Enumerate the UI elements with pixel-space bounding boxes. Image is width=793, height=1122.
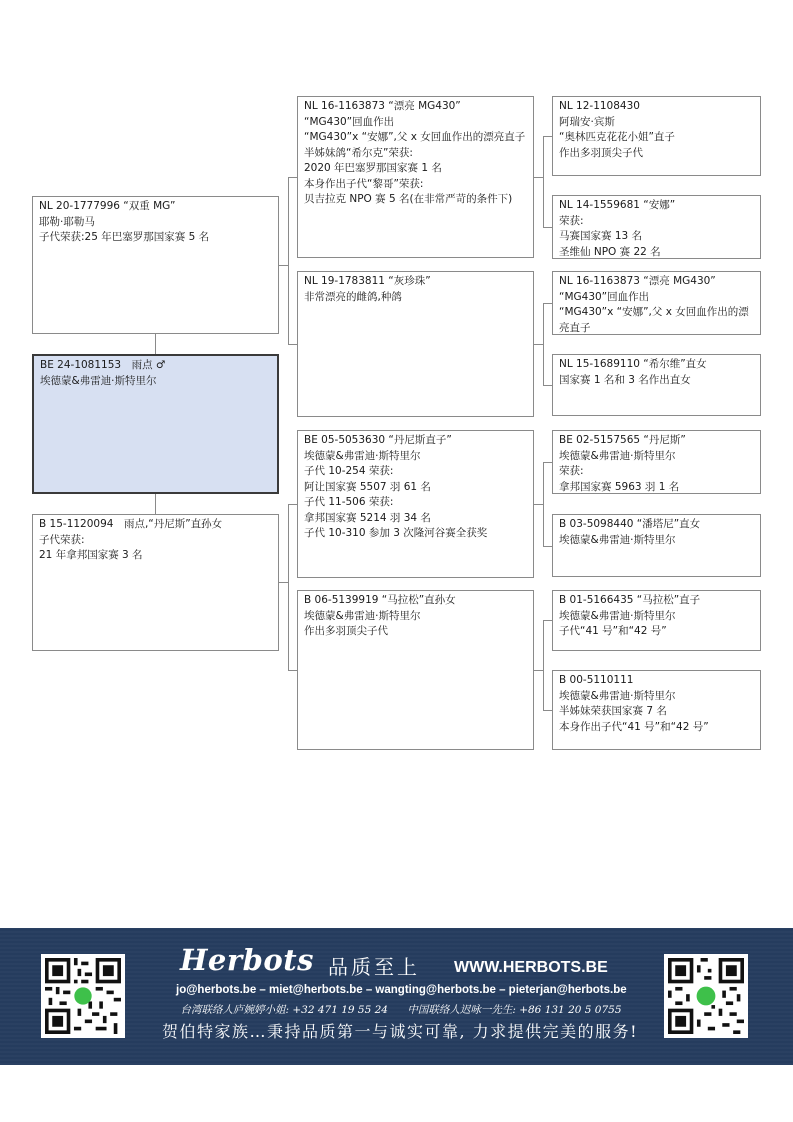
footer-slogan: 贺伯特家族…秉持品质第一与诚实可靠, 力求提供完美的服务! bbox=[161, 1022, 639, 1041]
pedigree-line: 拿邦国家赛 5963 羽 1 名 bbox=[559, 480, 680, 493]
connector-subject-dam bbox=[155, 494, 156, 514]
pedigree-line: 荣获: bbox=[559, 214, 584, 227]
pedigree-line: 子代 10-254 荣获: bbox=[304, 465, 394, 477]
pedigree-sd-dam bbox=[552, 354, 761, 416]
pedigree-dd-dam bbox=[552, 670, 761, 750]
pedigree-line: B 06-5139919 “马拉松”直孙女 bbox=[304, 594, 456, 606]
pedigree-line: 埃德蒙&弗雷迪·斯特里尔 bbox=[304, 449, 421, 462]
pedigree-line: 作出多羽顶尖子代 bbox=[559, 146, 643, 159]
pedigree-sire-sire bbox=[297, 96, 534, 258]
brand-tagline: 品质至上 bbox=[328, 955, 420, 979]
pedigree-dd-sire bbox=[552, 590, 761, 651]
pedigree-line: “奥林匹克花花小姐”直子 bbox=[559, 131, 675, 143]
pedigree-line: “MG430”x “安娜”,父 x 女回血作出的漂亮直子 bbox=[304, 131, 526, 143]
pedigree-line: 耶勒·耶勒马 bbox=[39, 215, 95, 228]
qr-code-right[interactable] bbox=[664, 954, 748, 1038]
pedigree-line: B 03-5098440 “潘塔尼”直女 bbox=[559, 518, 701, 530]
pedigree-line: 半姊妹荣获国家赛 7 名 bbox=[559, 705, 667, 717]
pedigree-line: B 01-5166435 “马拉松”直子 bbox=[559, 594, 701, 606]
connector-ds-to-dam bbox=[543, 546, 552, 547]
footer-logo-row bbox=[180, 943, 620, 983]
contact-phones bbox=[146, 1002, 656, 1017]
connector-ds-vertical bbox=[543, 462, 544, 546]
pedigree-line: 阿瑞安·宾斯 bbox=[559, 115, 615, 128]
pedigree-line: 马赛国家赛 13 名 bbox=[559, 230, 643, 242]
pedigree-sire bbox=[32, 196, 279, 334]
pedigree-line: “MG430”回血作出 bbox=[304, 115, 395, 128]
pedigree-subject bbox=[32, 354, 279, 494]
pedigree-line: 子代“41 号”和“42 号” bbox=[559, 625, 667, 637]
pedigree-line: 埃德蒙&弗雷迪·斯特里尔 bbox=[559, 689, 676, 702]
pedigree-line: 子代 11-506 荣获: bbox=[304, 496, 394, 508]
pedigree-line: 拿邦国家赛 5214 羽 34 名 bbox=[304, 511, 431, 524]
pedigree-line: 埃德蒙&弗雷迪·斯特里尔 bbox=[559, 533, 676, 546]
pedigree-line: 子代荣获:25 年巴塞罗那国家赛 5 名 bbox=[39, 231, 210, 243]
connector-dd-to-sire bbox=[543, 620, 552, 621]
pedigree-line: 阿让国家赛 5507 羽 61 名 bbox=[304, 480, 431, 493]
pedigree-line: NL 15-1689110 “希尔维”直女 bbox=[559, 358, 707, 370]
connector-sire-vertical bbox=[288, 177, 289, 344]
pedigree-sire-dam bbox=[297, 271, 534, 417]
connector-sd-to-sire bbox=[543, 303, 552, 304]
connector-dd-to-dam bbox=[543, 710, 552, 711]
connector-dd-branch bbox=[534, 670, 543, 671]
pedigree-line: BE 02-5157565 “丹尼斯” bbox=[559, 434, 686, 446]
pedigree-ds-dam bbox=[552, 514, 761, 577]
contact-taiwan[interactable]: 台湾联络人庐婉婷小姐: +32 471 19 55 24 bbox=[180, 1004, 388, 1016]
pedigree-line: 2020 年巴塞罗那国家赛 1 名 bbox=[304, 162, 442, 174]
pedigree-line: NL 20-1777996 “双重 MG” bbox=[39, 200, 176, 212]
pedigree-line: “MG430”回血作出 bbox=[559, 290, 650, 303]
pedigree-line: 子代荣获: bbox=[39, 533, 85, 546]
website-link[interactable]: WWW.HERBOTS.BE bbox=[454, 959, 608, 976]
pedigree-line: “MG430”x “安娜”,父 x 女回血作出的漂亮直子 bbox=[559, 306, 749, 334]
pedigree-line: 国家赛 1 名和 3 名作出直女 bbox=[559, 373, 691, 386]
connector-ss-to-sire bbox=[543, 136, 552, 137]
connector-ds-branch bbox=[534, 504, 543, 505]
connector-sire-to-sd bbox=[288, 344, 297, 345]
contact-china[interactable]: 中国联络人迟咏一先生: +86 131 20 5 0755 bbox=[407, 1004, 622, 1016]
connector-ss-vertical bbox=[543, 136, 544, 227]
pedigree-line: 非常漂亮的雌鸽,种鸽 bbox=[304, 290, 402, 303]
connector-dam-vertical bbox=[288, 504, 289, 670]
pedigree-line: 埃德蒙&弗雷迪·斯特里尔 bbox=[559, 609, 676, 622]
pedigree-line: 子代 10-310 参加 3 次隆河谷赛全获奖 bbox=[304, 527, 488, 539]
pedigree-dam-dam bbox=[297, 590, 534, 750]
connector-sd-branch bbox=[534, 344, 543, 345]
connector-sire-branch bbox=[279, 265, 288, 266]
pedigree-line: 半姊妹鸽“希尔克”荣获: bbox=[304, 146, 413, 159]
wechat-icon bbox=[697, 987, 716, 1006]
connector-dam-to-ds bbox=[288, 504, 297, 505]
pedigree-line: 圣维仙 NPO 赛 22 名 bbox=[559, 245, 661, 258]
line-app-icon bbox=[74, 987, 91, 1004]
pedigree-line: 埃德蒙&弗雷迪·斯特里尔 bbox=[304, 609, 421, 622]
pedigree-line: 埃德蒙&弗雷迪·斯特里尔 bbox=[559, 449, 676, 462]
pedigree-dam bbox=[32, 514, 279, 651]
connector-sd-vertical bbox=[543, 303, 544, 385]
pedigree-line: 埃德蒙&弗雷迪·斯特里尔 bbox=[40, 374, 157, 387]
pedigree-line: BE 05-5053630 “丹尼斯直子” bbox=[304, 434, 452, 446]
pedigree-ss-sire bbox=[552, 96, 761, 176]
pedigree-line: 贝吉拉克 NPO 赛 5 名(在非常严苛的条件下) bbox=[304, 193, 513, 205]
connector-ss-branch bbox=[534, 177, 543, 178]
pedigree-line: NL 12-1108430 bbox=[559, 100, 640, 112]
connector-ds-to-sire bbox=[543, 462, 552, 463]
qr-code-left-pattern bbox=[45, 958, 121, 1034]
connector-subject-sire bbox=[155, 334, 156, 354]
qr-code-right-pattern bbox=[668, 958, 744, 1034]
connector-ss-to-dam bbox=[543, 227, 552, 228]
connector-dam-to-dd bbox=[288, 670, 297, 671]
pedigree-line: 本身作出子代“黎哥”荣获: bbox=[304, 177, 424, 190]
pedigree-line: 21 年拿邦国家赛 3 名 bbox=[39, 549, 143, 561]
connector-sire-to-ss bbox=[288, 177, 297, 178]
contact-emails[interactable]: jo@herbots.be – miet@herbots.be – wangting@herbots.be – pieterjan@herbots.be bbox=[176, 984, 627, 996]
pedigree-line: BE 24-1081153 雨点 ♂ bbox=[40, 359, 166, 371]
connector-dd-vertical bbox=[543, 620, 544, 710]
pedigree-line: NL 14-1559681 “安娜” bbox=[559, 199, 676, 211]
pedigree-line: NL 16-1163873 “漂亮 MG430” bbox=[559, 275, 716, 287]
brand-logo[interactable]: Herbots bbox=[180, 943, 314, 977]
pedigree-line: NL 16-1163873 “漂亮 MG430” bbox=[304, 100, 461, 112]
pedigree-dam-sire bbox=[297, 430, 534, 578]
pedigree-sd-sire bbox=[552, 271, 761, 335]
pedigree-line: B 15-1120094 雨点,“丹尼斯”直孙女 bbox=[39, 518, 223, 530]
qr-code-left[interactable] bbox=[41, 954, 125, 1038]
pedigree-line: NL 19-1783811 “灰珍珠” bbox=[304, 275, 431, 287]
connector-dam-branch bbox=[279, 582, 288, 583]
connector-sd-to-dam bbox=[543, 385, 552, 386]
pedigree-line: 作出多羽顶尖子代 bbox=[304, 625, 388, 637]
pedigree-line: 本身作出子代“41 号”和“42 号” bbox=[559, 720, 709, 733]
pedigree-ss-dam bbox=[552, 195, 761, 259]
pedigree-ds-sire bbox=[552, 430, 761, 494]
pedigree-line: B 00-5110111 bbox=[559, 674, 634, 686]
pedigree-line: 荣获: bbox=[559, 465, 584, 477]
